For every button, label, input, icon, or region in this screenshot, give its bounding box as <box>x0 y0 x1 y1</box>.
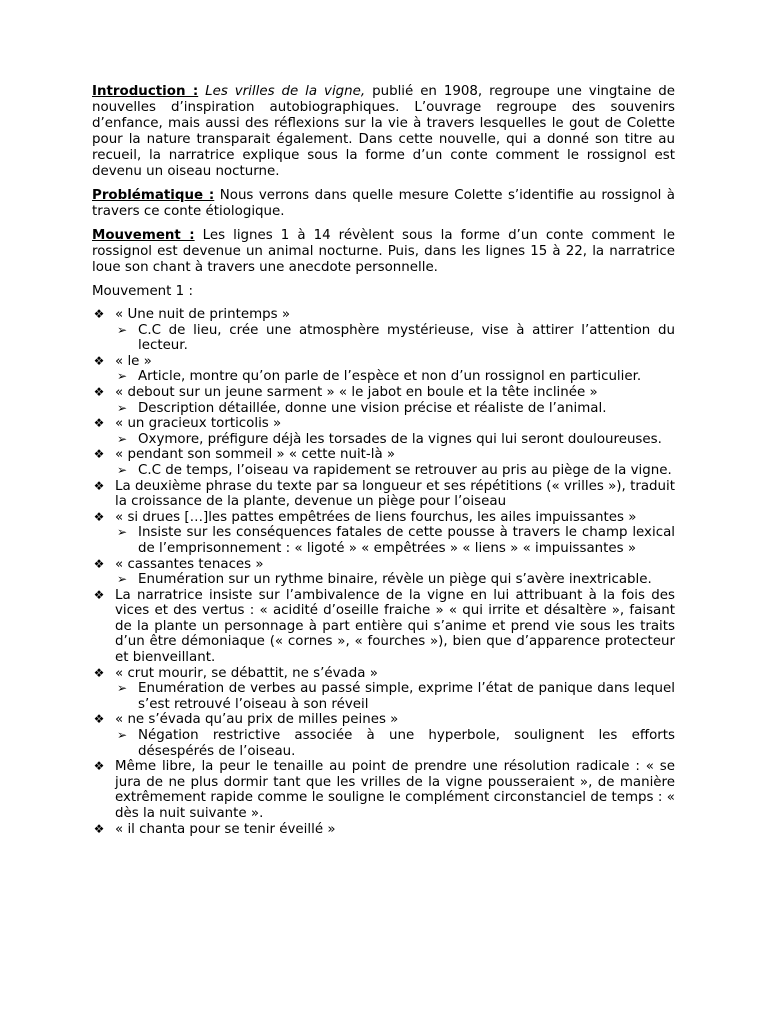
arrow-bullet-icon: ➢ <box>116 681 128 696</box>
list-item <box>92 354 675 385</box>
list-item <box>92 416 675 447</box>
arrow-bullet-icon: ➢ <box>116 525 128 540</box>
diamond-bullet-icon: ❖ <box>93 307 105 321</box>
list-item <box>92 557 675 588</box>
list-item <box>92 510 675 557</box>
work-title: Les vrilles de la vigne, <box>205 84 366 99</box>
sub-list <box>115 525 675 556</box>
arrow-bullet-icon: ➢ <box>116 462 128 477</box>
sub-list <box>115 681 675 712</box>
intro-paragraph <box>92 84 675 180</box>
diamond-bullet-icon: ❖ <box>93 478 105 493</box>
diamond-bullet-icon: ❖ <box>93 416 105 431</box>
arrow-bullet-icon: ➢ <box>116 728 128 743</box>
sub-list-item-text: Oxymore, préfigure déjà les torsades de la vignes qui lui seront douloureuses. <box>138 431 662 447</box>
mouvement1-heading: Mouvement 1 : <box>92 284 193 299</box>
sub-list-item-text: Négation restrictive associée à une hyperbole, soulignent les efforts désespérés de l’oiseau. <box>138 728 675 759</box>
sub-list <box>115 463 675 479</box>
list-item <box>92 666 675 713</box>
diamond-bullet-icon: ❖ <box>93 384 105 399</box>
sub-list-item-text: Enumération de verbes au passé simple, exprime l’état de panique dans lequel s’est retrouvé l’oiseau à son réveil <box>138 681 675 712</box>
list-item-text: « il chanta pour se tenir éveillé » <box>115 821 336 837</box>
sub-list <box>115 432 675 448</box>
list-item-text: Même libre, la peur le tenaille au point de prendre une résolution radicale : « se jura de ne plus dormir tant que les vrilles de la vigne pousseraient », de manière extrêmement rapide comme le souligne le complément circonstanciel de temps : « dès la nuit suivante ». <box>115 759 675 821</box>
sub-list-item <box>115 401 675 417</box>
list-item <box>92 385 675 416</box>
list-item <box>92 712 675 759</box>
analysis-list <box>92 307 675 837</box>
sub-list-item-text: Enumération sur un rythme binaire, révèle un piège qui s’avère inextricable. <box>138 572 652 588</box>
diamond-bullet-icon: ❖ <box>93 556 105 571</box>
sub-list <box>115 401 675 417</box>
sub-list <box>115 572 675 588</box>
diamond-bullet-icon: ❖ <box>93 712 105 727</box>
sub-list-item <box>115 463 675 479</box>
sub-list <box>115 323 675 354</box>
sub-list-item-text: Insiste sur les conséquences fatales de cette pousse à travers le champ lexical de l’emprisonnement : « ligoté » « empêtrées » « liens » « impuissantes » <box>138 525 675 556</box>
list-item-text: La deuxième phrase du texte par sa longueur et ses répétitions (« vrilles »), traduit la croissance de la plante, devenue un piège pour l’oiseau <box>115 478 675 510</box>
list-item <box>92 822 675 838</box>
list-item-text: « pendant son sommeil » « cette nuit-là » <box>115 447 396 463</box>
diamond-bullet-icon: ❖ <box>93 759 105 774</box>
arrow-bullet-icon: ➢ <box>116 369 128 384</box>
sub-list-item-text: C.C de lieu, crée une atmosphère mystérieuse, vise à attirer l’attention du lecteur. <box>138 322 675 354</box>
arrow-bullet-icon: ➢ <box>116 431 128 446</box>
list-item <box>92 447 675 478</box>
diamond-bullet-icon: ❖ <box>93 447 105 462</box>
sub-list <box>115 369 675 385</box>
mouvement-text: Les lignes 1 à 14 révèlent sous la forme d’un conte comment le rossignol est devenue un animal nocturne. Puis, dans les lignes 15 à 22, la narratrice loue son chant à travers une anecdote personnelle. <box>92 228 675 275</box>
list-item <box>92 307 675 354</box>
arrow-bullet-icon: ➢ <box>116 322 128 337</box>
list-item-text: « crut mourir, se débattit, ne s’évada » <box>115 665 378 681</box>
diamond-bullet-icon: ❖ <box>93 353 105 368</box>
list-item-text: « Une nuit de printemps » <box>115 307 291 322</box>
sub-list-item-text: C.C de temps, l’oiseau va rapidement se retrouver au pris au piège de la vigne. <box>138 462 672 478</box>
sub-list-item <box>115 572 675 588</box>
list-item <box>92 479 675 510</box>
arrow-bullet-icon: ➢ <box>116 400 128 415</box>
list-item-text: « si drues […]les pattes empêtrées de liens fourchus, les ailes impuissantes » <box>115 509 637 525</box>
sub-list-item <box>115 681 675 712</box>
list-item-text: La narratrice insiste sur l’ambivalence de la vigne en lui attribuant à la fois des vices et des vertus : « acidité d’oseille fraiche » « qui irrite et désaltère », faisant de la plante un personnage à part entière qui s’anime et prend vie sous les traits d’un être démoniaque (« cornes », « fourches »), bien que d’apparence protecteur et bienveillant. <box>115 587 675 666</box>
diamond-bullet-icon: ❖ <box>93 665 105 680</box>
sub-list-item-text: Description détaillée, donne une vision précise et réaliste de l’animal. <box>138 400 607 416</box>
sub-list-item <box>115 369 675 385</box>
problematique-paragraph <box>92 188 675 220</box>
sub-list-item <box>115 323 675 354</box>
diamond-bullet-icon: ❖ <box>93 509 105 524</box>
diamond-bullet-icon: ❖ <box>93 587 105 602</box>
list-item-text: « debout sur un jeune sarment » « le jabot en boule et la tête inclinée » <box>115 384 598 400</box>
sub-list-item <box>115 728 675 759</box>
mouvement-paragraph <box>92 228 675 276</box>
list-item-text: « cassantes tenaces » <box>115 556 264 572</box>
list-item <box>92 759 675 821</box>
problematique-label: Problématique : <box>92 188 215 203</box>
sub-list-item-text: Article, montre qu’on parle de l’espèce et non d’un rossignol en particulier. <box>138 369 642 385</box>
list-item-text: « le » <box>115 353 152 369</box>
sub-list-item <box>115 432 675 448</box>
list-item-text: « un gracieux torticolis » <box>115 416 282 432</box>
sub-list-item <box>115 525 675 556</box>
intro-text: publié en 1908, regroupe une vingtaine de nouvelles d’inspiration autobiographiques. L’ouvrage regroupe des souvenirs d’enfance, mais aussi des réflexions sur la vie à travers lesquelles le gout de Colette pour la nature transparait également. Dans cette nouvelle, qui a donné son titre au recueil, la narratrice explique sous la forme d’un conte comment le rossignol est devenu un oiseau nocturne. <box>92 84 675 179</box>
arrow-bullet-icon: ➢ <box>116 572 128 587</box>
list-item-text: « ne s’évada qu’au prix de milles peines » <box>115 712 399 728</box>
mouvement-label: Mouvement : <box>92 228 195 243</box>
intro-label: Introduction : <box>92 84 199 99</box>
problematique-text: Nous verrons dans quelle mesure Colette s’identifie au rossignol à travers ce conte étiologique. <box>92 188 675 219</box>
sub-list <box>115 728 675 759</box>
diamond-bullet-icon: ❖ <box>93 821 105 836</box>
list-item <box>92 588 675 666</box>
